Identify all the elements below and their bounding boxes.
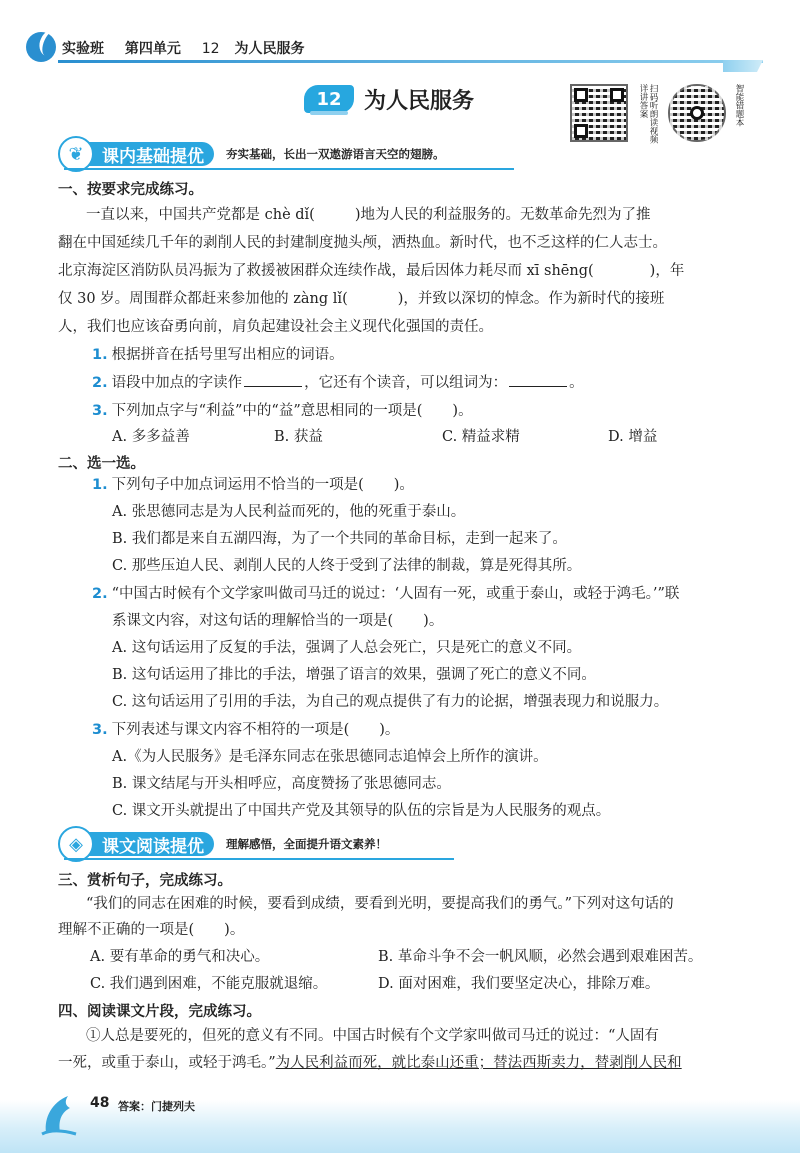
q1-option-b[interactable]: B. 获益 xyxy=(274,429,323,445)
q2-s3-stem: 3. 下列表述与课文内容不相符的一项是( )。 xyxy=(92,722,400,738)
lesson-number-badge: 12 xyxy=(304,85,354,113)
q1-option-c[interactable]: C. 精益求精 xyxy=(442,429,520,445)
q2-heading: 二、选一选。 xyxy=(58,456,145,472)
section-rule xyxy=(64,168,514,170)
q3-option-b[interactable]: B. 革命斗争不会一帆风顺，必然会遇到艰难困苦。 xyxy=(378,949,703,965)
section-banner-reading-label: 课文阅读提优 xyxy=(102,836,204,857)
q3-line1: “我们的同志在困难的时候，要看到成绩，要看到光明，要提高我们的勇气。”下列对这句话的 xyxy=(86,896,674,912)
q1-sub2: 2. 语段中加点的字读作 ，它还有个读音，可以组词为： 。 xyxy=(92,375,584,391)
q2-s1-option-b[interactable]: B. 我们都是来自五湖四海，为了一个共同的革命目标，走到一起来了。 xyxy=(112,531,567,547)
q4-line2: 一死，或重于泰山，或轻于鸿毛。”为人民利益而死，就比泰山还重；替法西斯卖力，替剥削人民和 xyxy=(58,1055,682,1071)
section-banner-basic xyxy=(64,140,445,168)
section-banner-reading-note: 理解感悟，全面提升语文素养！ xyxy=(226,837,387,851)
lesson-title-text: 为人民服务 xyxy=(364,88,475,114)
answer-blank[interactable] xyxy=(244,373,302,387)
q1-option-d[interactable]: D. 增益 xyxy=(608,429,658,445)
q3-option-a[interactable]: A. 要有革命的勇气和决心。 xyxy=(90,949,270,965)
section-banner-basic-note: 夯实基础，长出一双遨游语言天空的翅膀。 xyxy=(226,147,445,161)
q1-para-line5: 人，我们也应该奋勇向前，肩负起建设社会主义现代化强国的责任。 xyxy=(58,319,493,335)
q3-line2: 理解不正确的一项是( )。 xyxy=(58,922,245,938)
q1-sub3: 3. 下列加点字与“利益”中的“益”意思相同的一项是( )。 xyxy=(92,403,473,419)
qr-code-mistakes[interactable] xyxy=(668,84,726,142)
page-number: 48 xyxy=(90,1095,110,1111)
q1-para-line3: 北京海淀区消防队员冯振为了救援被困群众连续作战，最后因体力耗尽而 xī shēng( )，年 xyxy=(58,263,685,279)
q1-para-line4: 仅 30 岁。周围群众都赶来参加他的 zàng lǐ( )，并致以深切的悼念。作为新时代的接班 xyxy=(58,291,665,307)
wheat-icon: ❦ xyxy=(58,136,94,172)
header-lesson-no: 12 xyxy=(201,41,220,57)
q4-underlined-text: 为人民利益而死，就比泰山还重；替法西斯卖力，替剥削人民和 xyxy=(275,1055,682,1071)
q4-heading: 四、阅读课文片段，完成练习。 xyxy=(58,1004,261,1020)
q1-sub1: 1. 根据拼音在括号里写出相应的词语。 xyxy=(92,347,344,363)
q1-para-line2: 翻在中国延续几千年的剥削人民的封建制度抛头颅，洒热血。新时代，也不乏这样的仁人志士。 xyxy=(58,235,667,251)
section-banner-reading xyxy=(64,830,387,858)
header-rule-tail xyxy=(18,60,763,72)
q2-s1-option-a[interactable]: A. 张思德同志是为人民利益而死的，他的死重于泰山。 xyxy=(112,504,466,520)
answer-blank[interactable] xyxy=(509,373,567,387)
q2-s3-option-a[interactable]: A.《为人民服务》是毛泽东同志在张思德同志追悼会上所作的演讲。 xyxy=(112,749,548,765)
footer-answers: 答案：门捷列夫 xyxy=(118,1100,195,1113)
q1-option-a[interactable]: A. 多多益善 xyxy=(112,429,190,445)
q2-s2-stem-line1: 2. “中国古时候有个文学家叫做司马迁的说过：‘人固有一死，或重于泰山，或轻于鸿毛。’”联 xyxy=(92,586,680,602)
header-series: 实验班 xyxy=(62,41,104,57)
q2-s3-option-c[interactable]: C. 课文开头就提出了中国共产党及其领导的队伍的宗旨是为人民服务的观点。 xyxy=(112,803,611,819)
q3-option-c[interactable]: C. 我们遇到困难，不能克服就退缩。 xyxy=(90,976,328,992)
qr-code-reading[interactable] xyxy=(570,84,628,142)
kite-icon: ◈ xyxy=(58,826,94,862)
qr-label-reading: 扫码听朗读视频详讲答案 xyxy=(638,84,658,144)
q4-line1: ①人总是要死的，但死的意义有不同。中国古时候有个文学家叫做司马迁的说过：“人固有 xyxy=(86,1028,659,1044)
dolphin-icon xyxy=(40,1092,80,1138)
qr-label-mistakes: 智能错题本 xyxy=(734,84,744,127)
q2-s2-option-b[interactable]: B. 这句话运用了排比的手法，增强了语言的效果，强调了死亡的意义不同。 xyxy=(112,667,596,683)
q2-s2-option-a[interactable]: A. 这句话运用了反复的手法，强调了人总会死亡，只是死亡的意义不同。 xyxy=(112,640,582,656)
section-rule xyxy=(64,858,454,860)
q2-s1-stem: 1. 下列句子中加点词运用不恰当的一项是( )。 xyxy=(92,477,414,493)
book-logo-icon xyxy=(26,32,56,62)
q2-s3-option-b[interactable]: B. 课文结尾与开头相呼应，高度赞扬了张思德同志。 xyxy=(112,776,451,792)
header-lesson-title: 为人民服务 xyxy=(234,41,305,57)
section-banner-basic-label: 课内基础提优 xyxy=(102,146,204,167)
lesson-title xyxy=(304,84,474,114)
q2-s1-option-c[interactable]: C. 那些压迫人民、剥削人民的人终于受到了法律的制裁，算是死得其所。 xyxy=(112,558,582,574)
q1-heading: 一、按要求完成练习。 xyxy=(58,182,203,198)
header-unit: 第四单元 xyxy=(124,41,181,57)
running-header xyxy=(18,28,778,68)
q3-option-d[interactable]: D. 面对困难，我们要坚定决心，排除万难。 xyxy=(378,976,660,992)
q3-heading: 三、赏析句子，完成练习。 xyxy=(58,873,232,889)
q2-s2-option-c[interactable]: C. 这句话运用了引用的手法，为自己的观点提供了有力的论据，增强表现力和说服力。 xyxy=(112,694,669,710)
q1-para-line1: 一直以来，中国共产党都是 chè dǐ( )地为人民的利益服务的。无数革命先烈为了推 xyxy=(86,207,651,223)
q2-s2-stem-line2: 系课文内容，对这句话的理解恰当的一项是( )。 xyxy=(112,613,444,629)
